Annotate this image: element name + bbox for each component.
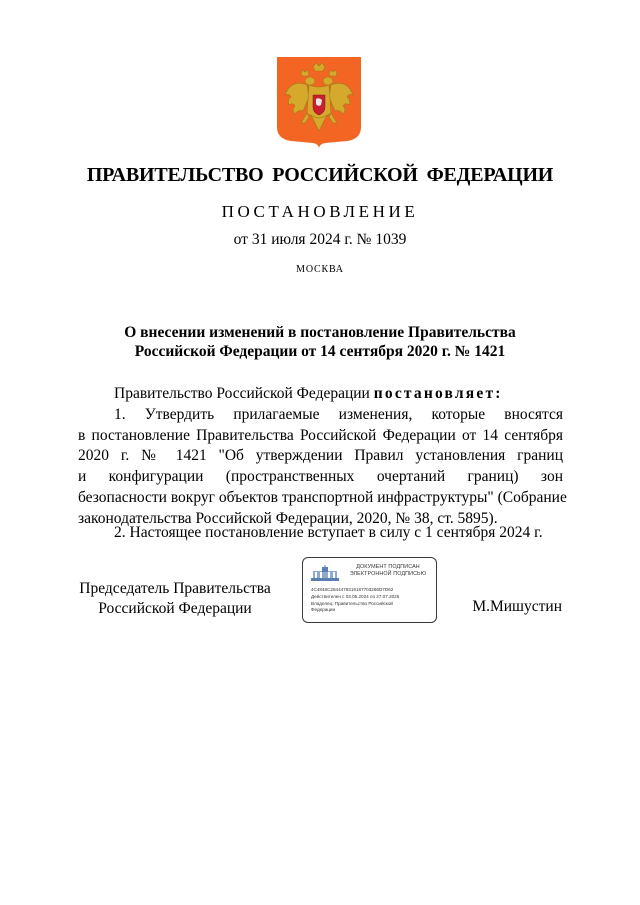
stamp-title bbox=[341, 564, 435, 578]
intro-action: постановляет: bbox=[373, 385, 503, 402]
stamp-title-line: ЭЛЕКТРОННОЙ ПОДПИСЬЮ bbox=[349, 571, 427, 577]
resolution-item-1 bbox=[78, 405, 567, 529]
stamp-owner: Федерации bbox=[311, 607, 336, 612]
resolution-item-2: 2. Настоящее постановление вступает в силу с 1 сентября 2024 г. bbox=[114, 524, 543, 541]
document-subject bbox=[0, 323, 640, 361]
government-building-icon bbox=[311, 565, 339, 581]
subject-line: Российской Федерации от 14 сентября 2020 г. № 1421 bbox=[134, 343, 506, 360]
item1-line: 2020 г. № 1421 "Об утверждении Правил установления границ bbox=[78, 447, 563, 465]
signer-position bbox=[70, 579, 280, 619]
item1-line: в постановление Правительства Российской Федерации от 14 сентября bbox=[78, 426, 563, 444]
document-city: МОСКВА bbox=[296, 264, 344, 275]
stamp-certificate: 4C4848C2844479319187703266D7D62 bbox=[311, 587, 394, 592]
stamp-title-line: ДОКУМЕНТ ПОДПИСАН bbox=[356, 564, 420, 570]
intro-prefix: Правительство Российской Федерации bbox=[114, 385, 374, 402]
resolution-intro bbox=[78, 384, 563, 405]
item1-line: законодательства Российской Федерации, 2020, № 38, ст. 5895). bbox=[78, 509, 498, 527]
coat-of-arms-icon bbox=[277, 57, 361, 149]
stamp-owner: Владелец: Правительство Российской bbox=[311, 601, 393, 606]
item1-line: 1. Утвердить прилагаемые изменения, которые вносятся bbox=[114, 406, 563, 423]
document-kind: ПОСТАНОВЛЕНИЕ bbox=[221, 202, 419, 221]
subject-line: О внесении изменений в постановление Правительства bbox=[124, 324, 516, 341]
signer-position-line: Председатель Правительства bbox=[79, 580, 271, 597]
stamp-validity: Действителен с 03.05.2024 по 27.07.2025 bbox=[311, 594, 400, 599]
item1-line: и конфигурации (пространственных очертаний границ) зон bbox=[78, 468, 563, 486]
signer-position-line: Российской Федерации bbox=[98, 600, 252, 617]
document-date-number: от 31 июля 2024 г. № 1039 bbox=[233, 231, 407, 248]
signer-name: М.Мишустин bbox=[472, 598, 562, 615]
electronic-signature-stamp bbox=[302, 557, 437, 623]
government-title: ПРАВИТЕЛЬСТВО РОССИЙСКОЙ ФЕДЕРАЦИИ bbox=[86, 164, 554, 186]
item1-line: безопасности вокруг объектов транспортной инфраструктуры" (Собрание bbox=[78, 488, 567, 506]
